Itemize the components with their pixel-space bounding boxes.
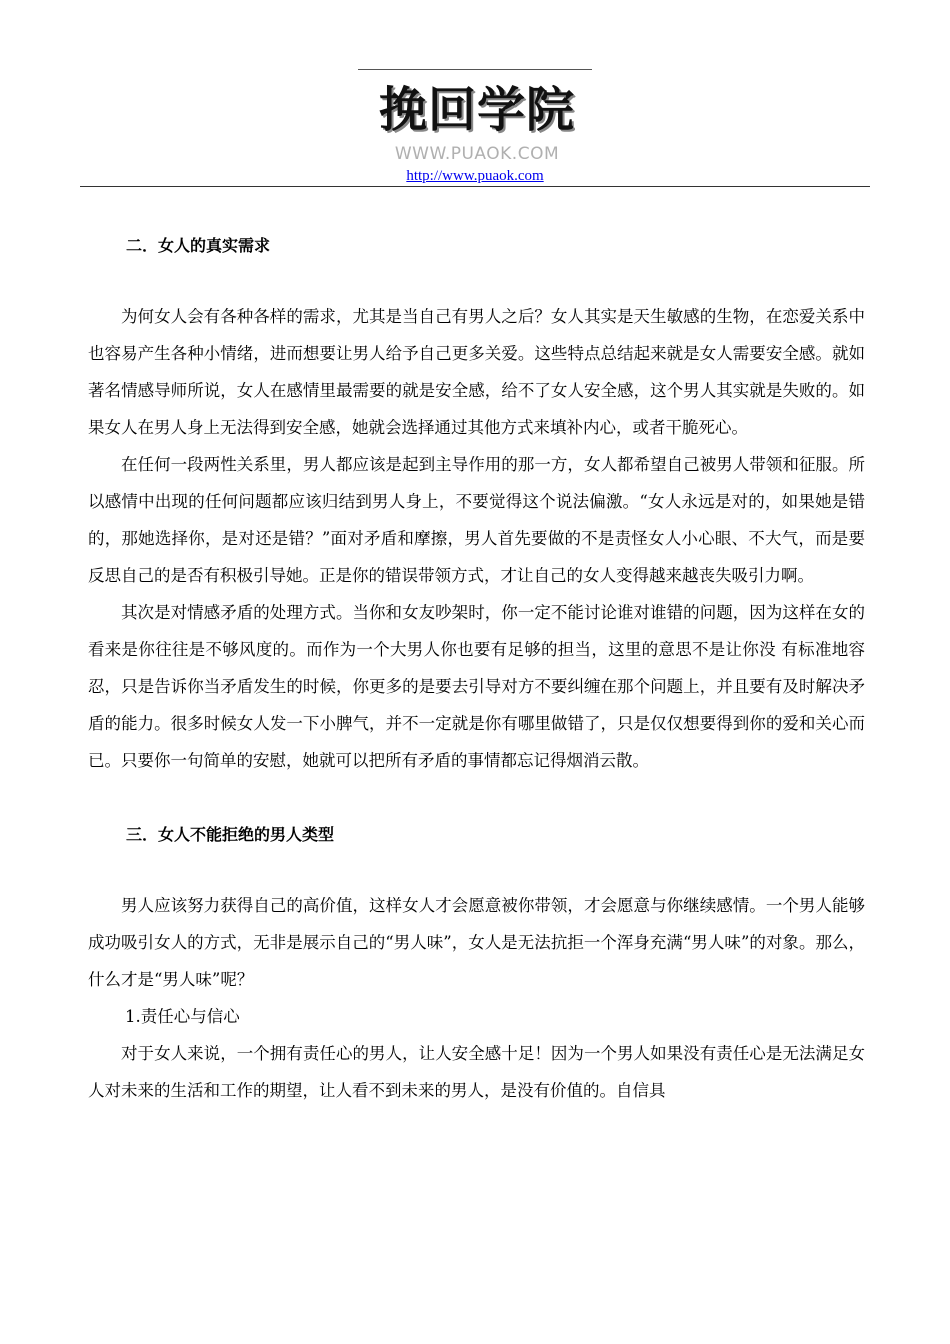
paragraph: 对于女人来说，一个拥有责任心的男人，让人安全感十足！因为一个男人如果没有责任心是无法满足女人对未来的生活和工作的期望，让人看不到未来的男人，是没有价值的。自信具 (88, 1044, 865, 1100)
logo-subtitle: WWW.PUAOK.COM (394, 144, 560, 164)
logo-top-rule (358, 69, 592, 70)
paragraph: 为何女人会有各种各样的需求，尤其是当自己有男人之后？女人其实是天生敏感的生物，在恋爱关系中也容易产生各种小情绪，进而想要让男人给予自己更多关爱。这些特点总结起来就是女人需要安全感。就如著名情感导师所说，女人在感情里最需要的就是安全感，给不了女人安全感，这个男人其实就是失败的。如果女人在男人身上无法得到安全感，她就会选择通过其他方式来填补内心，或者干脆死心。 (88, 307, 865, 437)
page-header (0, 0, 950, 190)
section-heading-needs: 二．女人的真实需求 (126, 236, 271, 255)
logo-title: 挽回学院 (378, 82, 575, 138)
website-link[interactable]: http://www.puaok.com (406, 168, 544, 184)
paragraph: 男人应该努力获得自己的高价值，这样女人才会愿意被你带领，才会愿意与你继续感情。一个男人能够成功吸引女人的方式，无非是展示自己的“男人味”，女人是无法抗拒一个浑身充满“男人味”的对象。那么，什么才是“男人味”呢？ (88, 896, 865, 989)
paragraph: 其次是对情感矛盾的处理方式。当你和女友吵架时，你一定不能讨论谁对谁错的问题，因为这样在女的看来是你往往是不够风度的。而作为一个大男人你也要有足够的担当，这里的意思不是让你没 有标准地容忍，只是告诉你当矛盾发生的时候，你更多的是要去引导对方不要纠缠在那个问题上，并且要有及时解决矛盾的能力。很多时候女人发一下小脾气，并不一定就是你有哪里做错了，只是仅仅想要得到你的爱和关心而已。只要你一句简单的安慰，她就可以把所有矛盾的事情都忘记得烟消云散。 (88, 603, 865, 770)
sub-item-title: 1.责任心与信心 (125, 1007, 240, 1026)
document-body (88, 222, 865, 1109)
header-divider (80, 186, 870, 187)
paragraph: 在任何一段两性关系里，男人都应该是起到主导作用的那一方，女人都希望自己被男人带领和征服。所以感情中出现的任何问题都应该归结到男人身上，不要觉得这个说法偏激。“女人永远是对的，如果她是错的，那她选择你，是对还是错？”面对矛盾和摩擦，男人首先要做的不是责怪女人小心眼、不大气，而是要反思自己的是否有积极引导她。正是你的错误带领方式，才让自己的女人变得越来越丧失吸引力啊。 (88, 455, 865, 585)
section-heading-man-types: 三．女人不能拒绝的男人类型 (126, 825, 335, 844)
